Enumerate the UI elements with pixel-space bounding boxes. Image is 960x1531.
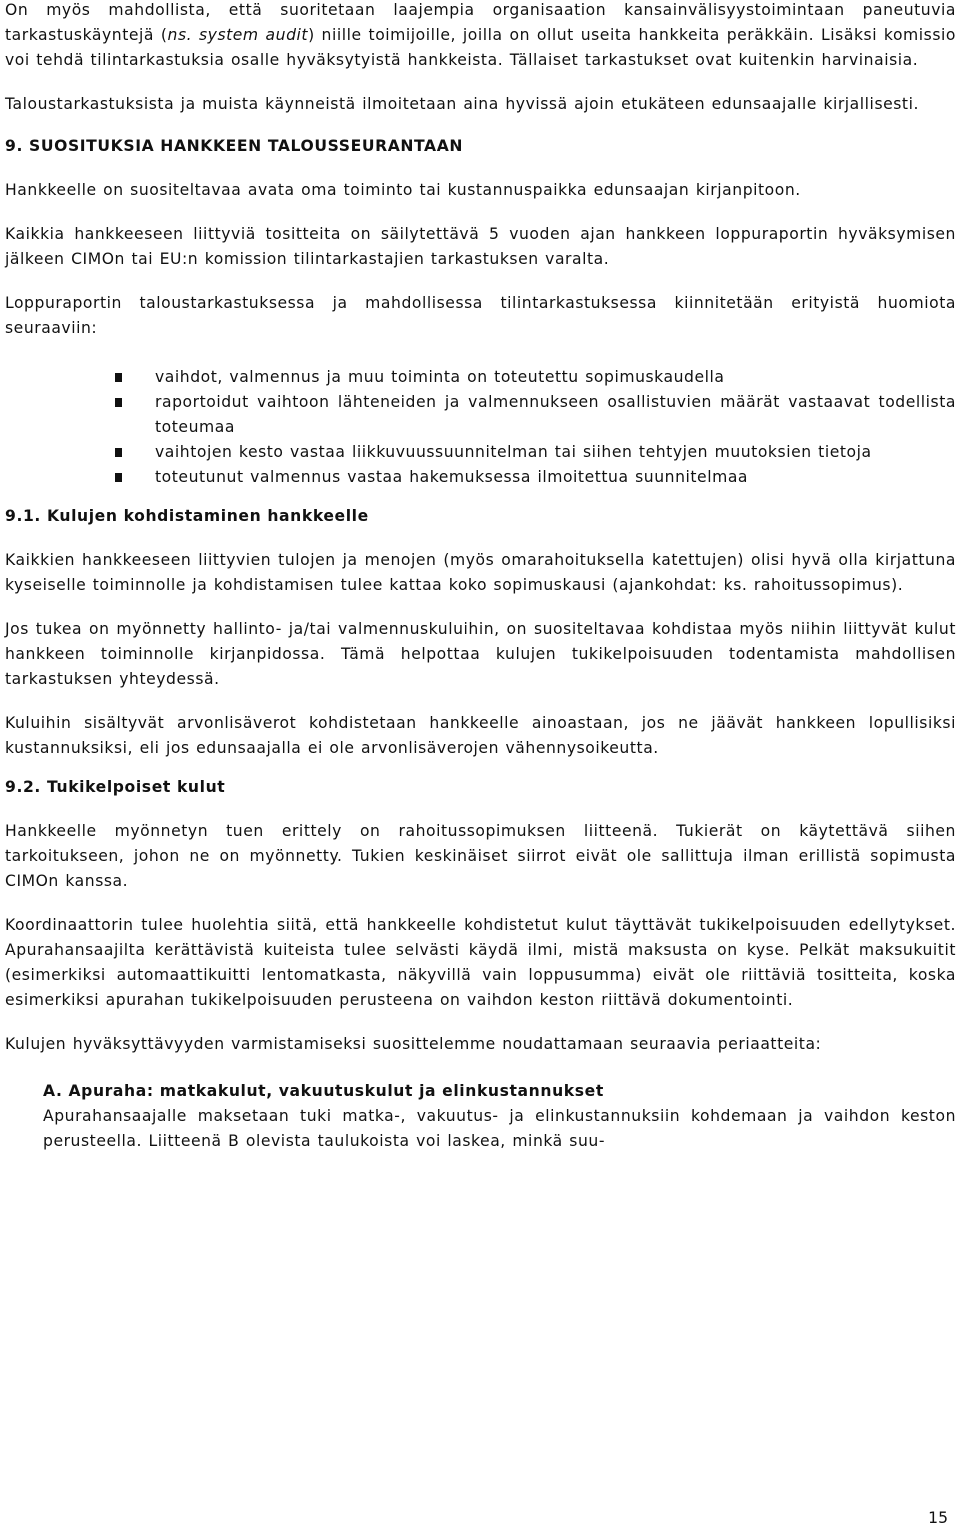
list-item [155, 440, 956, 465]
square-bullet-icon [115, 373, 122, 382]
section-9-paragraph-2: Kaikkia hankkeeseen liittyviä tositteita on säilytettävä 5 vuoden ajan hankkeen loppuraportin hyväksymisen jälkeen CIMOn tai EU:n komission tilintarkastajien tarkastuksen varalta. [5, 225, 956, 268]
section-9-1-paragraph-2: Jos tukea on myönnetty hallinto- ja/tai valmennuskuluihin, on suositeltavaa kohdistaa myös niihin liittyvät kulut hankkeen toiminnolle kirjanpidossa. Tämä helpottaa kulujen tukikelpoisuuden todentamista mahdollisen tarkastuksen yhteydessä. [5, 620, 956, 688]
list-item [155, 390, 956, 440]
section-9-2-paragraph-1: Hankkeelle myönnetyn tuen erittely on rahoitussopimuksen liitteenä. Tukierät on käytettävä siihen tarkoitukseen, johon ne on myönnetty. Tukien keskinäiset siirrot eivät ole sallittuja ilman erillistä sopimusta CIMOn kanssa. [5, 822, 956, 890]
intro-text-part-1: On myös mahdollista, että suoritetaan laajempia organisaation kansainvälisyystoimintaan paneutuvia tarkastuskäyntejä ( [5, 1, 956, 44]
list-item [155, 365, 956, 390]
section-9-paragraph-3: Loppuraportin taloustarkastuksessa ja mahdollisessa tilintarkastuksessa kiinnitetään erityistä huomiota seuraaviin: [5, 294, 956, 337]
section-9-2-heading: 9.2. Tukikelpoiset kulut [5, 778, 226, 796]
intro-paragraph-2: Taloustarkastuksista ja muista käynneistä ilmoitetaan aina hyvissä ajoin etukäteen edunsaajalle kirjallisesti. [5, 95, 919, 113]
list-item [155, 465, 956, 490]
section-a-paragraph-1: Apurahansaajalle maksetaan tuki matka-, vakuutus- ja elinkustannuksiin kohdemaan ja vaihdon keston perusteella. Liitteenä B olevista taulukoista voi laskea, minkä suu- [43, 1107, 956, 1150]
section-9-heading: 9. SUOSITUKSIA HANKKEEN TALOUSSEURANTAAN [5, 137, 464, 155]
page-number: 15 [928, 1509, 948, 1527]
list-item-text: toteutunut valmennus vastaa hakemuksessa ilmoitettua suunnitelmaa [155, 468, 749, 486]
section-9-2-paragraph-2: Koordinaattorin tulee huolehtia siitä, että hankkeelle kohdistetut kulut täyttävät tukikelpoisuuden edellytykset. Apurahansaajilta kerättävistä kuiteista tulee selvästi käydä ilmi, mistä maksusta on kyse. Pelkät maksukuitit (esimerkiksi automaattikuitti lentomatkasta, näkyvillä vain loppusumma) eivät ole riittäviä tositteita, koska esimerkiksi apurahan tukikelpoisuuden perusteena on vaihdon keston riittävä dokumentointi. [5, 916, 956, 1009]
square-bullet-icon [115, 398, 122, 407]
section-a-heading: A. Apuraha: matkakulut, vakuutuskulut ja elinkustannukset [43, 1082, 604, 1100]
square-bullet-icon [115, 473, 122, 482]
list-item-text: vaihdot, valmennus ja muu toiminta on toteutettu sopimuskaudella [155, 368, 725, 386]
section-9-paragraph-1: Hankkeelle on suositeltavaa avata oma toiminto tai kustannuspaikka edunsaajan kirjanpitoon. [5, 181, 801, 199]
square-bullet-icon [115, 448, 122, 457]
section-a-block [5, 1079, 956, 1154]
list-item-text: vaihtojen kesto vastaa liikkuvuussuunnitelman tai siihen tehtyjen muutoksien tietoja [155, 443, 872, 461]
system-audit-term: ns. system audit [167, 26, 309, 44]
section-9-1-heading: 9.1. Kulujen kohdistaminen hankkeelle [5, 507, 369, 525]
section-9-1-paragraph-1: Kaikkien hankkeeseen liittyvien tulojen ja menojen (myös omarahoituksella katettujen) olisi hyvä olla kirjattuna kyseiselle toiminnolle ja kohdistamisen tulee kattaa koko sopimuskausi (ajankohdat: ks. rahoitussopimus). [5, 551, 956, 594]
audit-focus-list [5, 365, 956, 490]
intro-paragraph-1 [5, 0, 956, 73]
list-item-text: raportoidut vaihtoon lähteneiden ja valmennukseen osallistuvien määrät vastaavat todellista toteumaa [155, 393, 956, 436]
section-9-1-paragraph-3: Kuluihin sisältyvät arvonlisäverot kohdistetaan hankkeelle ainoastaan, jos ne jäävät hankkeen lopullisiksi kustannuksiksi, eli jos edunsaajalla ei ole arvonlisäverojen vähennysoikeutta. [5, 714, 956, 757]
section-9-2-paragraph-3: Kulujen hyväksyttävyyden varmistamiseksi suosittelemme noudattamaan seuraavia periaatteita: [5, 1035, 822, 1053]
intro-text-part-2: ) niille toimijoille, joilla on ollut useita hankkeita peräkkäin. Lisäksi komissio voi tehdä tilintarkastuksia osalle hyväksytyistä hankkeista. Tällaiset tarkastukset ovat kuitenkin harvinaisia. [5, 26, 956, 69]
